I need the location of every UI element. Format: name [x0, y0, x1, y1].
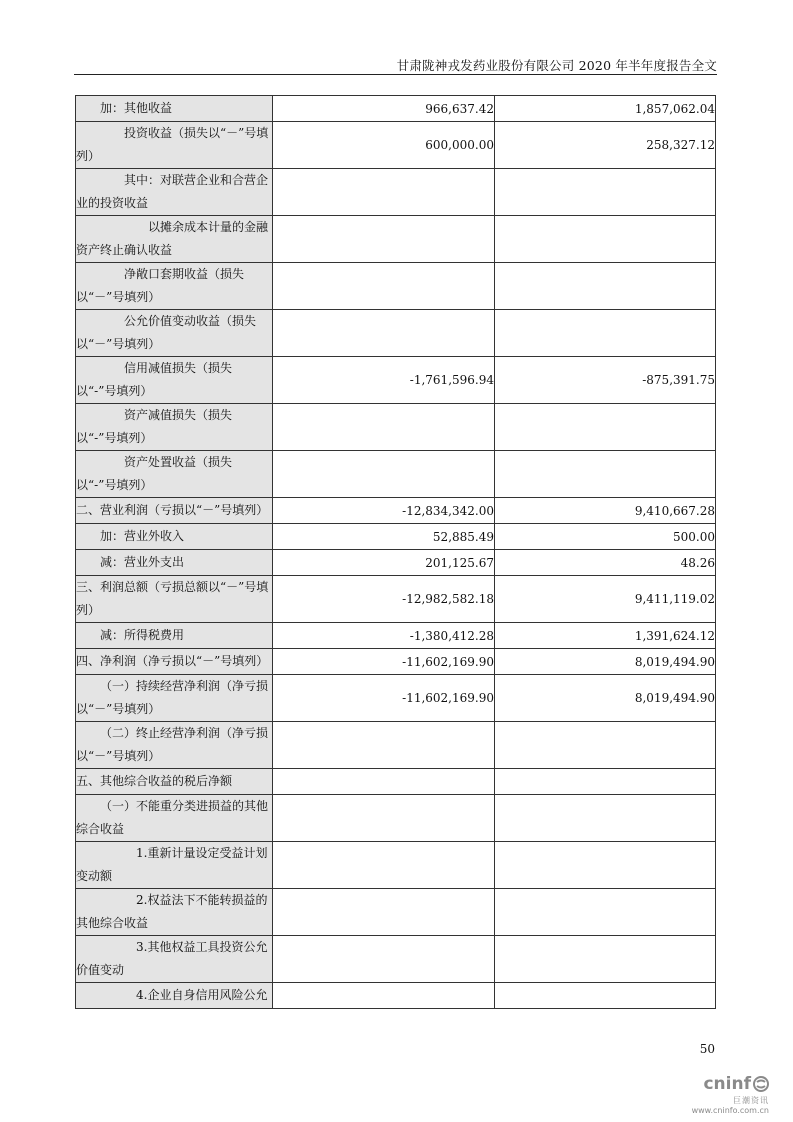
prior-period-value: 1,857,062.04: [495, 96, 716, 122]
row-label: 4.企业自身信用风险公允: [76, 983, 273, 1009]
report-title: 甘肃陇神戎发药业股份有限公司 2020 年半年度报告全文: [396, 58, 717, 73]
table-row: [76, 576, 716, 623]
current-period-value: 966,637.42: [273, 96, 495, 122]
current-period-value: [273, 983, 495, 1009]
table-row: [76, 842, 716, 889]
row-label: 三、利润总额（亏损总额以“－”号填列）: [76, 576, 273, 623]
current-period-value: [273, 769, 495, 795]
row-label: 资产减值损失（损失以“-”号填列）: [76, 404, 273, 451]
row-label: 1.重新计量设定受益计划变动额: [76, 842, 273, 889]
prior-period-value: [495, 216, 716, 263]
table-row: [76, 722, 716, 769]
current-period-value: [273, 169, 495, 216]
row-label: 3.其他权益工具投资公允价值变动: [76, 936, 273, 983]
current-period-value: [273, 310, 495, 357]
prior-period-value: 48.26: [495, 550, 716, 576]
prior-period-value: [495, 842, 716, 889]
current-period-value: -11,602,169.90: [273, 675, 495, 722]
page-number: 50: [699, 1042, 715, 1056]
income-statement-table: [75, 95, 716, 1009]
table-row: [76, 169, 716, 216]
prior-period-value: [495, 310, 716, 357]
header-rule: [74, 74, 717, 75]
current-period-value: [273, 263, 495, 310]
table-row: [76, 263, 716, 310]
table-row: [76, 550, 716, 576]
table-row: [76, 983, 716, 1009]
prior-period-value: [495, 889, 716, 936]
current-period-value: -11,602,169.90: [273, 649, 495, 675]
table-row: [76, 675, 716, 722]
table-row: [76, 451, 716, 498]
current-period-value: 600,000.00: [273, 122, 495, 169]
prior-period-value: -875,391.75: [495, 357, 716, 404]
row-label: 减：所得税费用: [76, 623, 273, 649]
table-row: [76, 524, 716, 550]
table-row: [76, 122, 716, 169]
prior-period-value: [495, 795, 716, 842]
prior-period-value: [495, 451, 716, 498]
row-label: 信用减值损失（损失以“-”号填列）: [76, 357, 273, 404]
current-period-value: -1,380,412.28: [273, 623, 495, 649]
cninfo-logo-icon: [753, 1076, 769, 1092]
row-label: （一）持续经营净利润（净亏损以“－”号填列）: [76, 675, 273, 722]
row-label: 净敞口套期收益（损失以“－”号填列）: [76, 263, 273, 310]
current-period-value: [273, 795, 495, 842]
row-label: 2.权益法下不能转损益的其他综合收益: [76, 889, 273, 936]
current-period-value: [273, 722, 495, 769]
cninfo-watermark: [692, 1074, 769, 1115]
row-label: 公允价值变动收益（损失以“－”号填列）: [76, 310, 273, 357]
current-period-value: [273, 404, 495, 451]
row-label: 加：其他收益: [76, 96, 273, 122]
row-label: 其中：对联营企业和合营企业的投资收益: [76, 169, 273, 216]
prior-period-value: [495, 936, 716, 983]
prior-period-value: 258,327.12: [495, 122, 716, 169]
prior-period-value: [495, 169, 716, 216]
current-period-value: -12,834,342.00: [273, 498, 495, 524]
prior-period-value: 1,391,624.12: [495, 623, 716, 649]
current-period-value: 201,125.67: [273, 550, 495, 576]
current-period-value: -1,761,596.94: [273, 357, 495, 404]
row-label: （二）终止经营净利润（净亏损以“－”号填列）: [76, 722, 273, 769]
table-row: [76, 623, 716, 649]
table-row: [76, 310, 716, 357]
current-period-value: [273, 889, 495, 936]
prior-period-value: 9,410,667.28: [495, 498, 716, 524]
table-row: [76, 498, 716, 524]
current-period-value: [273, 842, 495, 889]
table-row: [76, 795, 716, 842]
table-row: [76, 769, 716, 795]
prior-period-value: [495, 983, 716, 1009]
table-row: [76, 649, 716, 675]
table-row: [76, 404, 716, 451]
cninfo-brand-text: cninf: [703, 1074, 751, 1094]
table-row: [76, 357, 716, 404]
table-row: [76, 889, 716, 936]
prior-period-value: [495, 769, 716, 795]
prior-period-value: [495, 263, 716, 310]
current-period-value: 52,885.49: [273, 524, 495, 550]
row-label: 资产处置收益（损失以“-”号填列）: [76, 451, 273, 498]
row-label: （一）不能重分类进损益的其他综合收益: [76, 795, 273, 842]
row-label: 四、净利润（净亏损以“－”号填列）: [76, 649, 273, 675]
cninfo-chinese-name: 巨潮资讯: [733, 1096, 769, 1105]
cninfo-url: www.cninfo.com.cn: [691, 1106, 769, 1115]
row-label: 二、营业利润（亏损以“－”号填列）: [76, 498, 273, 524]
row-label: 五、其他综合收益的税后净额: [76, 769, 273, 795]
row-label: 投资收益（损失以“－”号填列）: [76, 122, 273, 169]
prior-period-value: 500.00: [495, 524, 716, 550]
current-period-value: -12,982,582.18: [273, 576, 495, 623]
prior-period-value: 8,019,494.90: [495, 675, 716, 722]
current-period-value: [273, 451, 495, 498]
table-row: [76, 216, 716, 263]
cninfo-logo: [692, 1074, 769, 1094]
table-row: [76, 96, 716, 122]
current-period-value: [273, 216, 495, 263]
row-label: 以摊余成本计量的金融资产终止确认收益: [76, 216, 273, 263]
income-statement-body: [76, 96, 716, 1009]
prior-period-value: [495, 404, 716, 451]
prior-period-value: 9,411,119.02: [495, 576, 716, 623]
row-label: 加：营业外收入: [76, 524, 273, 550]
table-row: [76, 936, 716, 983]
row-label: 减：营业外支出: [76, 550, 273, 576]
prior-period-value: 8,019,494.90: [495, 649, 716, 675]
current-period-value: [273, 936, 495, 983]
prior-period-value: [495, 722, 716, 769]
